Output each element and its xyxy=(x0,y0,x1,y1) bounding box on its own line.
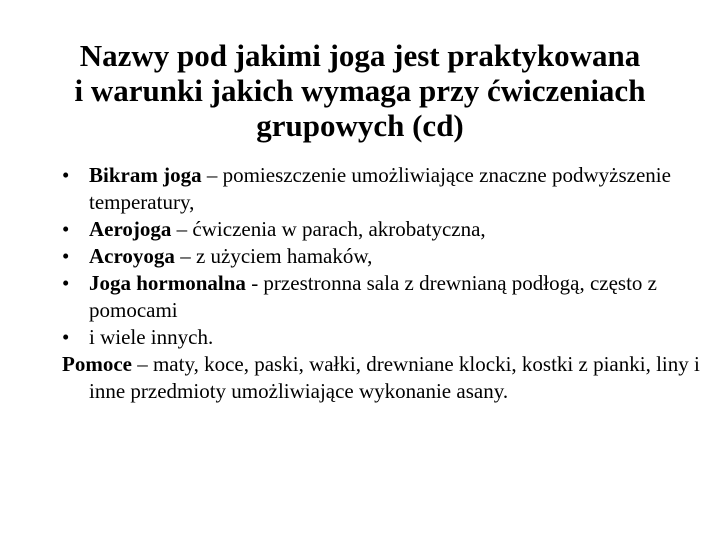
item-term: Joga hormonalna xyxy=(89,271,246,295)
title-line-3: grupowych (cd) xyxy=(256,108,464,143)
bullet-icon: • xyxy=(62,163,70,187)
bullet-icon: • xyxy=(62,244,70,268)
pomoce-term: Pomoce xyxy=(62,352,132,376)
item-text: – pomieszczenie umożliwiające znaczne podwyższenie temperatury, xyxy=(89,163,671,214)
pomoce-paragraph xyxy=(62,351,702,405)
item-text: i wiele innych. xyxy=(89,325,214,349)
title-line-2: i warunki jakich wymaga przy ćwiczeniach xyxy=(74,73,646,108)
list-item xyxy=(62,216,702,243)
item-text: - przestronna sala z drewnianą podłogą, często z pomocami xyxy=(89,271,658,322)
item-text: – z użyciem hamaków, xyxy=(174,244,373,268)
list-item xyxy=(62,270,702,324)
item-text: – ćwiczenia w parach, akrobatyczna, xyxy=(171,217,486,241)
bullet-list xyxy=(62,162,702,405)
bullet-icon: • xyxy=(62,271,70,295)
title-line-1: Nazwy pod jakimi joga jest praktykowana xyxy=(79,38,641,73)
pomoce-text: – maty, koce, paski, wałki, drewniane klocki, kostki z pianki, liny i inne przedmioty umożliwiające wykonanie asany. xyxy=(89,352,700,403)
item-term: Bikram joga xyxy=(89,163,202,187)
item-term: Acroyoga xyxy=(89,244,175,268)
list-item xyxy=(62,162,702,216)
bullet-icon: • xyxy=(62,217,70,241)
list-item xyxy=(62,324,702,351)
list-item xyxy=(62,243,702,270)
slide-title xyxy=(40,38,680,143)
item-term: Aerojoga xyxy=(89,217,172,241)
bullet-icon: • xyxy=(62,325,70,349)
